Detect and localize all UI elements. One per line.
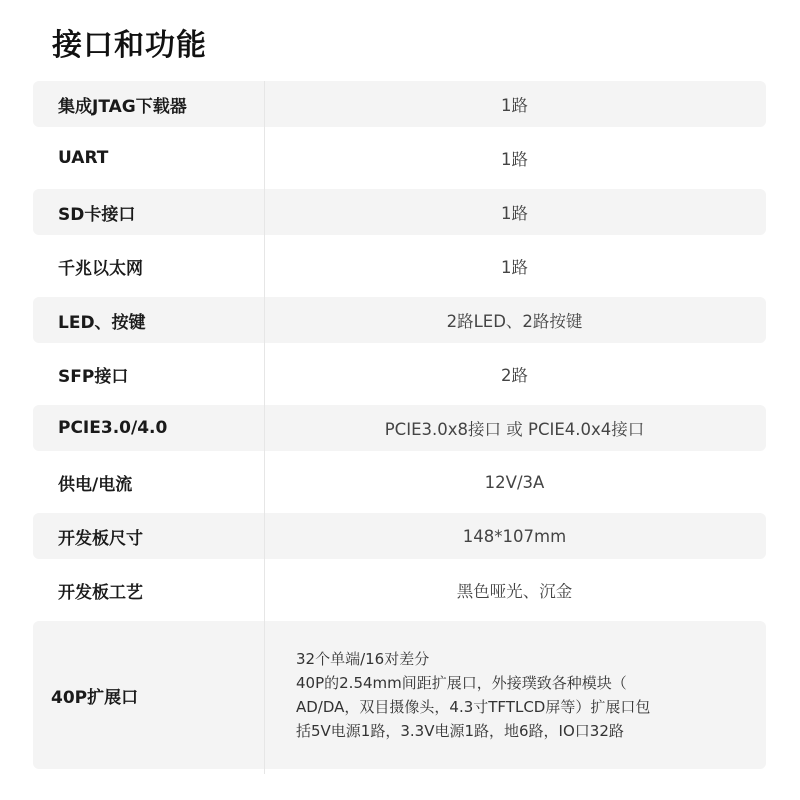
- row-label: SD卡接口: [58, 204, 136, 225]
- table-row: [33, 189, 766, 235]
- row-value: 2路: [501, 366, 528, 385]
- row-value: 12V/3A: [484, 472, 545, 492]
- expansion-line: 括5V电源1路，3.3V电源1路，地6路，IO口32路: [296, 722, 624, 740]
- table-row: [33, 243, 766, 289]
- row-value: PCIE3.0x8接口 或 PCIE4.0x4接口: [384, 420, 645, 439]
- row-label: UART: [58, 148, 109, 168]
- row-label: LED、按键: [58, 312, 146, 333]
- table-row: [33, 135, 766, 181]
- row-label: SFP接口: [58, 366, 129, 387]
- page-title: 接口和功能: [52, 28, 207, 63]
- row-label: 千兆以太网: [58, 258, 143, 279]
- expansion-line: 32个单端/16对差分: [296, 650, 430, 668]
- expansion-line: AD/DA，双目摄像头，4.3寸TFTLCD屏等）扩展口包: [296, 698, 651, 716]
- row-value: 1路: [501, 150, 528, 169]
- spec-table: [33, 81, 766, 777]
- table-row-expansion: [33, 621, 766, 769]
- row-label: 开发板尺寸: [58, 528, 143, 549]
- row-value: 1路: [501, 204, 528, 223]
- row-value: 2路LED、2路按键: [446, 312, 583, 331]
- table-row: [33, 405, 766, 451]
- table-row: [33, 459, 766, 505]
- table-row: [33, 81, 766, 127]
- table-row: [33, 567, 766, 613]
- column-divider: [264, 81, 265, 774]
- row-label: PCIE3.0/4.0: [58, 418, 168, 438]
- row-value: 黑色哑光、沉金: [456, 582, 573, 601]
- row-value: 1路: [501, 96, 528, 115]
- row-label: 开发板工艺: [58, 582, 143, 603]
- table-row: [33, 297, 766, 343]
- row-label: 集成JTAG下载器: [58, 96, 187, 117]
- row-value: 1路: [501, 258, 528, 277]
- expansion-line: 40P的2.54mm间距扩展口，外接璞致各种模块（: [296, 674, 627, 692]
- row-value: 148*107mm: [462, 526, 567, 546]
- table-row: [33, 513, 766, 559]
- expansion-description: [263, 647, 766, 743]
- row-label: 供电/电流: [58, 474, 133, 495]
- row-label: 40P扩展口: [51, 687, 139, 708]
- table-row: [33, 351, 766, 397]
